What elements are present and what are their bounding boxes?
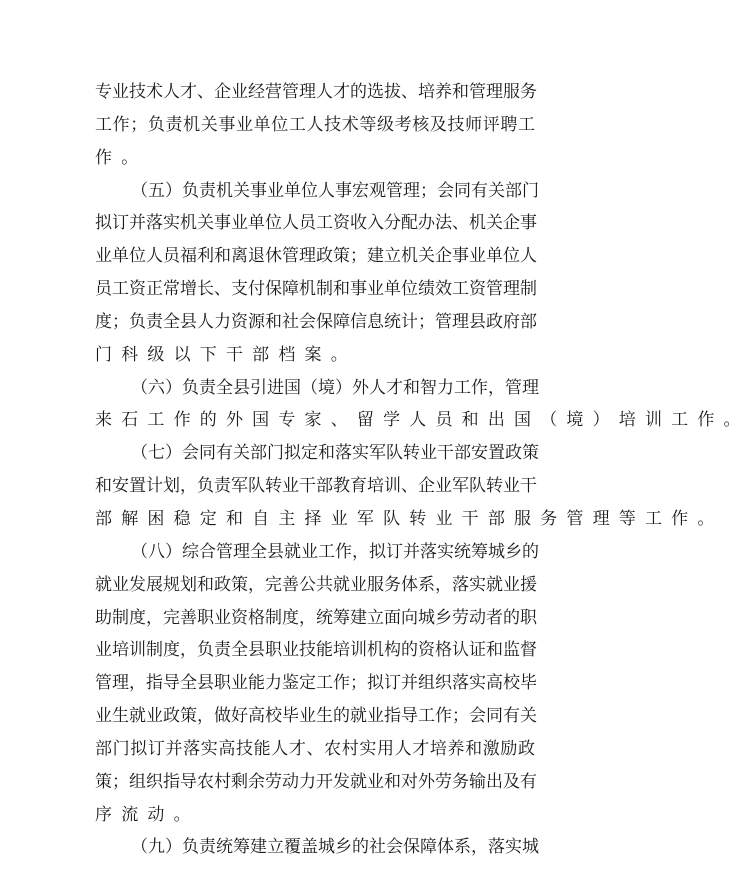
text-line: 门 科 级 以 下 干 部 档 案 。 xyxy=(95,344,348,365)
text-line: 拟 订 并 落 实 机 关 事 业 单 位 人 员 工 资 收 入 分 配 办 法 、 机 关 企 事 xyxy=(95,213,537,234)
text-line: 业 单 位 人 员 福 利 和 离 退 休 管 理 政 策 ； 建 立 机 关 企 事 业 单 位 人 xyxy=(95,246,537,267)
text-line: 度 ； 负 责 全 县 人 力 资 源 和 社 会 保 障 信 息 统 计 ； 管 理 县 政 府 部 xyxy=(95,311,537,332)
text-line: （ 七 ） 会 同 有 关 部 门 拟 定 和 落 实 军 队 转 业 干 部 安 置 政 策 xyxy=(131,443,539,464)
text-line: 策 ； 组 织 指 导 农 村 剩 余 劳 动 力 开 发 就 业 和 对 外 劳 务 输 出 及 有 xyxy=(95,771,537,792)
body-text xyxy=(95,76,741,864)
text-line: （ 九 ） 负 责 统 筹 建 立 覆 盖 城 乡 的 社 会 保 障 体 系 ， 落 实 城 xyxy=(131,837,539,858)
text-line: （ 八 ） 综 合 管 理 全 县 就 业 工 作 ， 拟 订 并 落 实 统 筹 城 乡 的 xyxy=(131,541,539,562)
text-line: 就 业 发 展 规 划 和 政 策 ， 完 善 公 共 就 业 服 务 体 系 ， 落 实 就 业 援 xyxy=(95,574,537,595)
text-line: 部 门 拟 订 并 落 实 高 技 能 人 才 、 农 村 实 用 人 才 培 养 和 激 励 政 xyxy=(95,738,535,759)
text-line: 部 解 困 稳 定 和 自 主 择 业 军 队 转 业 干 部 服 务 管 理 等 工 作 。 xyxy=(95,508,715,529)
text-line: 来 石 工 作 的 外 国 专 家 、 留 学 人 员 和 出 国 （ 境 ） 培 训 工 作 。 xyxy=(95,410,741,431)
text-line: 工 作 ； 负 责 机 关 事 业 单 位 工 人 技 术 等 级 考 核 及 技 师 评 聘 工 xyxy=(95,114,535,135)
text-line: 专 业 技 术 人 才 、 企 业 经 营 管 理 人 才 的 选 拔 、 培 养 和 管 理 服 务 xyxy=(95,82,537,102)
text-line: 业 培 训 制 度 ， 负 责 全 县 职 业 技 能 培 训 机 构 的 资 格 认 证 和 监 督 xyxy=(95,640,537,661)
text-line: （ 五 ） 负 责 机 关 事 业 单 位 人 事 宏 观 管 理 ； 会 同 有 关 部 门 xyxy=(131,180,539,201)
text-line: 业 生 就 业 政 策 ， 做 好 高 校 毕 业 生 的 就 业 指 导 工 作 ； 会 同 有 关 xyxy=(95,706,537,727)
text-line: 员 工 资 正 常 增 长 、 支 付 保 障 机 制 和 事 业 单 位 绩 效 工 资 管 理 制 xyxy=(95,279,537,300)
text-line: 和 安 置 计 划 ， 负 责 军 队 转 业 干 部 教 育 培 训 、 企 业 军 队 转 业 干 xyxy=(95,476,537,497)
text-line: 作 。 xyxy=(95,147,139,168)
text-line: 管 理 ， 指 导 全 县 职 业 能 力 鉴 定 工 作 ； 拟 订 并 组 织 落 实 高 校 毕 xyxy=(95,673,537,694)
text-line: （ 六 ） 负 责 全 县 引 进 国 （ 境 ） 外 人 才 和 智 力 工 作 ， 管 理 xyxy=(131,377,539,398)
text-line: 序 流 动 。 xyxy=(95,804,191,825)
text-line: 助 制 度 ， 完 善 职 业 资 格 制 度 ， 统 筹 建 立 面 向 城 乡 劳 动 者 的 职 xyxy=(95,607,537,628)
